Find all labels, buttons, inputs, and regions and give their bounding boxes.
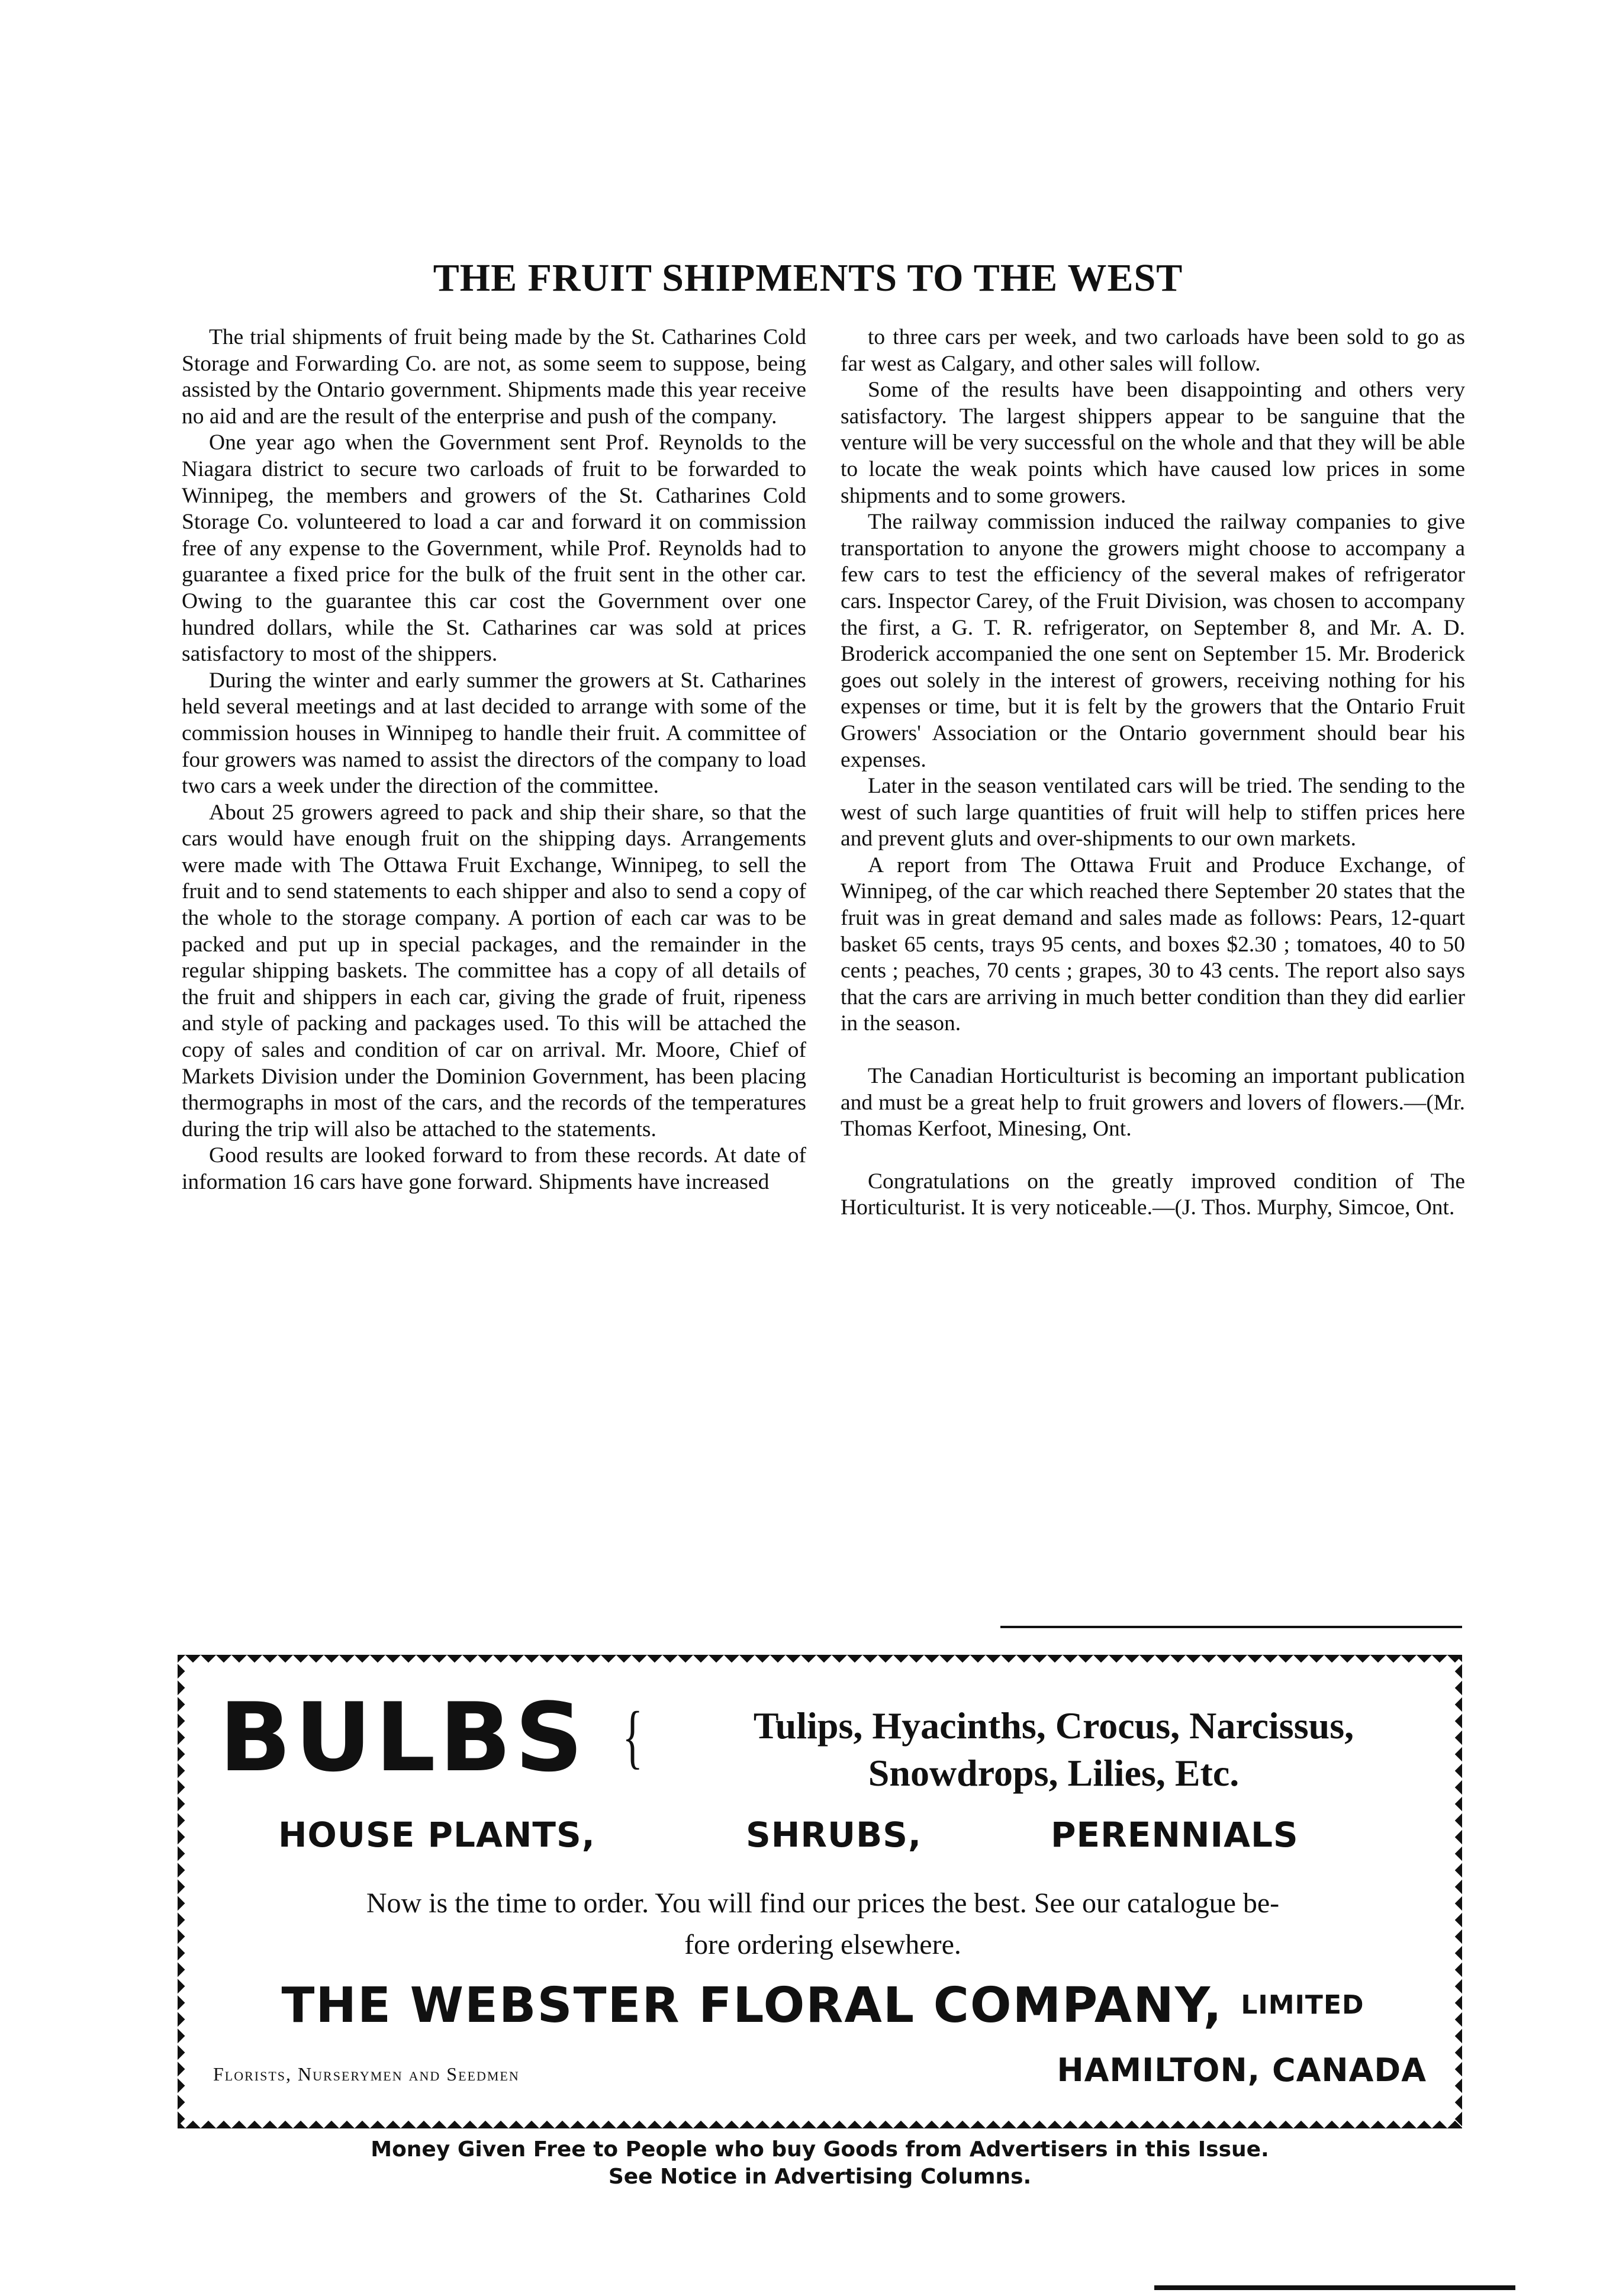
article-headline: THE FRUIT SHIPMENTS TO THE WEST <box>433 256 1183 300</box>
company-name: THE WEBSTER FLORAL COMPANY, <box>281 1977 1223 2034</box>
footer-line: Money Given Free to People who buy Goods from Advertisers in this Issue. <box>371 2137 1269 2162</box>
ad-order-line: fore ordering elsewhere. <box>684 1929 961 1960</box>
paragraph: One year ago when the Government sent Prof. Reynolds to the Niagara district to secure two carloads of fruit to be forwarded to Winnipeg, the members and growers of the St. Catharines Cold Storage Co. volunteered to load a car and forward it on commission free of any expense to the Government, while Prof. Reynolds had to guarantee a fixed price for the bulk of the fruit sent in the other car. Owing to the guarantee this car cost the Government over one hundred dollars, while the St. Catharines car was sold at prices satisfactory to most of the shippers. <box>182 430 806 667</box>
ad-title: BULBS <box>219 1682 587 1793</box>
paragraph: Later in the season ventilated cars will be tried. The sending to the west of such large quantities of fruit will help to stiffen prices here and prevent gluts and over-shipments to our own markets. <box>841 774 1465 851</box>
ad-company-name <box>213 1977 1432 2034</box>
divider-rule <box>1154 2285 1515 2290</box>
ad-bulb-list <box>651 1702 1456 1797</box>
ad-trades: Florists, Nurserymen and Seedmen <box>213 2063 520 2085</box>
ad-bulb-line: Snowdrops, Lilies, Etc. <box>868 1752 1240 1794</box>
paragraph: The railway commission induced the railway companies to give transportation to anyone the growers might choose to accompany a few cars to test the efficiency of the several makes of refrigerator cars. Inspector Carey, of the Fruit Division, was chosen to accompany the first, a G. T. R. refrigerator, on September 8, and Mr. A. D. Broderick accompanied the one sent on September 15. Mr. Broderick goes out solely in the interest of growers, receiving nothing for his expenses or time, but it is felt by the growers that the Ontario Fruit Growers' Association or the Ontario government should bear his expenses. <box>841 510 1465 772</box>
zigzag-border <box>178 1655 191 2128</box>
paragraph: During the winter and early summer the growers at St. Catharines held several meetings and at last decided to arrange with some of the commission houses in Winnipeg to handle their fruit. A committee of four growers was named to assist the directors of the company to load two cars a week under the direction of the committee. <box>182 668 806 799</box>
ad-category: PERENNIALS <box>1051 1815 1299 1855</box>
paragraph: About 25 growers agreed to pack and ship their share, so that the cars would have enough fruit on the shipping days. Arrangements were made with The Ottawa Fruit Exchange, Winnipeg, to sell the fruit and to send statements to each shipper and also to send a copy of the whole to the storage company. A portion of each car was to be packed and put up in special packages, and the remainder in the regular shipping baskets. The committee has a copy of all details of the fruit and shippers in each car, giving the grade of fruit, ripeness and style of packing and packages used. To this will be attached the copy of sales and condition of car on arrival. Mr. Moore, Chief of Markets Division under the Dominion Government, has been placing thermographs in most of the cars, and the records of the temperatures during the trip will also be attached to the statements. <box>182 800 806 1141</box>
zigzag-border <box>178 1655 1462 1670</box>
paragraph: Some of the results have been disappointing and others very satisfactory. The largest shippers appear to be sanguine that the venture will be very successful on the whole and that they will be able to locate the weak points which have caused low prices in some shipments and to some growers. <box>841 378 1465 508</box>
footer-line: See Notice in Advertising Columns. <box>608 2165 1032 2189</box>
advertisement <box>178 1655 1462 2128</box>
footer-notice <box>178 2136 1462 2191</box>
paragraph: The trial shipments of fruit being made by the St. Catharines Cold Storage and Forwarding Co. are not, as some seem to suppose, being assisted by the Ontario government. Shipments made this year receive no aid and are the result of the enterprise and push of the company. <box>182 325 806 429</box>
company-suffix: LIMITED <box>1241 1990 1364 2020</box>
article-column-right <box>841 324 1465 1221</box>
article-column-left <box>182 324 806 1196</box>
paragraph: Good results are looked forward to from these records. At date of information 16 cars have gone forward. Shipments have increased <box>182 1143 806 1194</box>
zigzag-border <box>178 2113 1462 2128</box>
ad-order-text <box>213 1883 1432 1966</box>
ad-order-line: Now is the time to order. You will find our prices the best. See our catalogue be- <box>366 1887 1280 1919</box>
ad-category: SHRUBS, <box>746 1815 922 1855</box>
brace-icon: { <box>622 1697 643 1776</box>
paragraph: A report from The Ottawa Fruit and Produce Exchange, of Winnipeg, of the car which reached there September 20 states that the fruit was in great demand and sales made as follows: Pears, 12-quart basket 65 cents, trays 95 cents, and boxes $2.30 ; tomatoes, 40 to 50 cents ; peaches, 70 cents ; grapes, 30 to 43 cents. The report also says that the cars are arriving in much better condition than they did earlier in the season. <box>841 853 1465 1036</box>
testimonial: Congratulations on the greatly improved condition of The Horticulturist. It is very noticeable.—(J. Thos. Murphy, Simcoe, Ont. <box>841 1169 1465 1220</box>
paragraph: to three cars per week, and two carloads have been sold to go as far west as Calgary, and other sales will follow. <box>841 325 1465 376</box>
testimonial: The Canadian Horticulturist is becoming an important publication and must be a great help to fruit growers and lovers of flowers.—(Mr. Thomas Kerfoot, Minesing, Ont. <box>841 1064 1465 1141</box>
ad-city: HAMILTON, CANADA <box>1057 2051 1427 2089</box>
divider-rule <box>1000 1626 1462 1628</box>
ad-bulb-line: Tulips, Hyacinths, Crocus, Narcissus, <box>753 1705 1354 1747</box>
ad-category: HOUSE PLANTS, <box>278 1815 595 1855</box>
